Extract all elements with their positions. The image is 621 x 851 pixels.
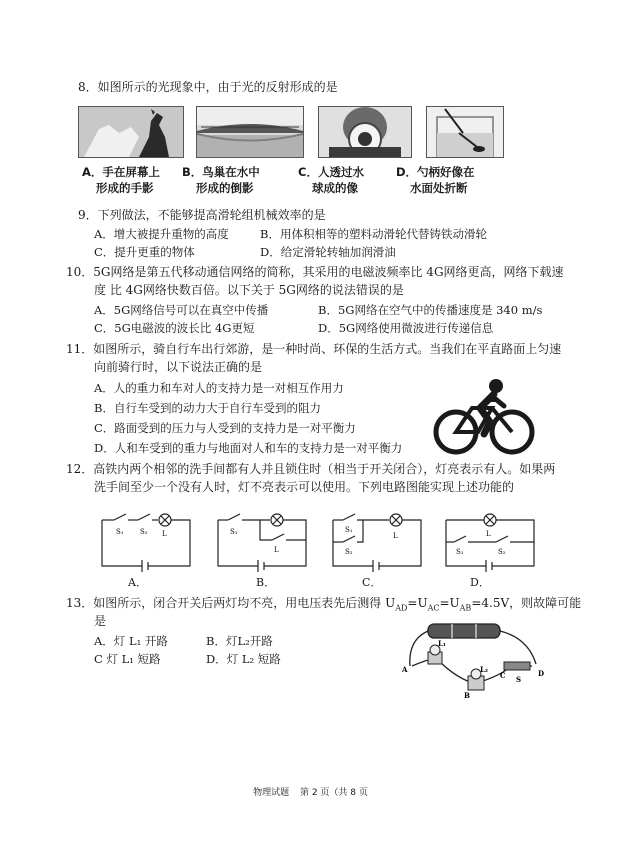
svg-text:S₂: S₂	[345, 548, 353, 556]
q8-image-hand-shadow	[78, 106, 184, 158]
q8-caption-d	[396, 164, 475, 196]
q8-caption-a-line1: A．手在屏幕上	[82, 165, 160, 179]
svg-text:S₂: S₂	[140, 528, 148, 536]
q8-image-water-ball	[318, 106, 412, 158]
q13-label-l1: L₁	[438, 639, 446, 648]
q12-stem-line1: 12．高铁内两个相邻的洗手间都有人并且锁住时（相当于开关闭合），灯亮表示有人。如果两	[66, 462, 556, 476]
circuit-diagram-b	[212, 510, 312, 572]
q13-circuit-diagram	[398, 620, 548, 700]
cyclist-icon	[432, 378, 536, 456]
q13-option-c: C 灯 L₁ 短路	[94, 652, 161, 666]
q8-image-birds-nest	[196, 106, 304, 158]
q13-stem-line2: 是	[94, 614, 107, 628]
q8-caption-c-line1: C．人透过水	[298, 165, 364, 179]
q9-option-d: D．给定滑轮转轴加润滑油	[260, 245, 396, 259]
birds-nest-picture	[197, 107, 303, 157]
q13-stem-line1	[66, 596, 581, 615]
footer-subject: 物理试题	[253, 788, 290, 798]
q10-option-d: D．5G网络使用微波进行传递信息	[318, 321, 494, 335]
q13-sub-ab: AB	[459, 603, 472, 613]
q8-caption-a	[82, 164, 160, 196]
q8-stem: 8．如图所示的光现象中，由于光的反射形成的是	[78, 80, 338, 94]
q10-stem-line2: 度 比 4G网络快数百倍。以下关于 5G网络的说法错误的是	[94, 283, 404, 297]
q10-option-c: C．5G电磁波的波长比 4G更短	[94, 321, 255, 335]
footer-page-number: 第 2 页（共 8 页	[299, 788, 368, 798]
q10-stem-line1: 10．5G网络是第五代移动通信网络的简称，其采用的电磁波频率比 4G网络更高，网络下载速	[66, 265, 564, 279]
q11-option-a: A．人的重力和车对人的支持力是一对相互作用力	[94, 381, 344, 395]
q13-eq2: =U	[439, 596, 460, 610]
circuit-diagram-d	[440, 510, 540, 572]
q11-option-b: B．自行车受到的动力大于自行车受到的阻力	[94, 401, 321, 415]
page-footer	[0, 785, 621, 798]
q12-label-d: D．	[470, 576, 490, 589]
circuit-diagram-a	[96, 510, 196, 572]
q8-caption-c	[298, 164, 364, 196]
q13-option-a: A．灯 L₁ 开路	[94, 634, 168, 648]
q12-label-c: C．	[362, 576, 382, 589]
q13-eq1: =U	[407, 596, 428, 610]
svg-text:S₁: S₁	[345, 526, 353, 534]
q13-stem-tail: =4.5V，则故障可能	[471, 596, 582, 610]
q10-option-a: A．5G网络信号可以在真空中传播	[94, 303, 269, 317]
water-ball-picture	[319, 107, 411, 157]
svg-text:S₁: S₁	[456, 548, 464, 556]
q13-label-b: B	[464, 691, 470, 700]
q8-caption-c-line2: 球成的像	[312, 181, 358, 195]
q13-label-a: A	[402, 665, 408, 674]
q13-option-d: D．灯 L₂ 短路	[206, 652, 281, 666]
svg-text:L: L	[393, 532, 398, 540]
q11-stem-line2: 向前骑行时，以下说法正确的是	[94, 360, 263, 374]
hand-shadow-picture	[79, 107, 183, 157]
spoon-in-glass-picture	[427, 107, 503, 157]
q12-label-b: B．	[256, 576, 276, 589]
svg-text:L: L	[274, 546, 279, 554]
q8-caption-d-line2: 水面处折断	[410, 181, 468, 195]
svg-text:L: L	[486, 530, 491, 538]
q13-sub-ac: AC	[427, 603, 440, 613]
q13-option-b: B．灯L₂开路	[206, 634, 273, 648]
q13-label-d: D	[538, 669, 545, 678]
q13-label-s: S	[516, 675, 522, 684]
svg-text:S₁: S₁	[230, 528, 238, 536]
circuit-diagram-c	[327, 510, 427, 572]
q10-option-b: B．5G网络在空气中的传播速度是 340 m/s	[318, 303, 543, 317]
q8-image-spoon	[426, 106, 504, 158]
q12-stem-line2: 洗手间至少一个没有人时，灯不亮表示可以使用。下列电路图能实现上述功能的	[94, 480, 515, 494]
svg-text:S₂: S₂	[498, 548, 506, 556]
q13-sub-ad: AD	[395, 603, 408, 613]
q9-stem: 9．下列做法，不能够提高滑轮组机械效率的是	[78, 208, 326, 222]
q8-caption-d-line1: D．勺柄好像在	[396, 165, 475, 179]
q11-option-d: D．人和车受到的重力与地面对人和车的支持力是一对平衡力	[94, 441, 403, 455]
q9-option-b: B．用体积相等的塑料动滑轮代替铸铁动滑轮	[260, 227, 487, 241]
q11-option-c: C．路面受到的压力与人受到的支持力是一对平衡力	[94, 421, 356, 435]
q12-label-a: A．	[128, 576, 147, 589]
q8-caption-b-line2: 形成的倒影	[196, 181, 254, 195]
svg-text:S₁: S₁	[116, 528, 124, 536]
q13-stem-text: 13．如图所示，闭合开关后两灯均不亮，用电压表先后测得 U	[66, 596, 396, 610]
q9-option-a: A．增大被提升重物的高度	[94, 227, 229, 241]
q8-caption-a-line2: 形成的手影	[96, 181, 154, 195]
q9-option-c: C．提升更重的物体	[94, 245, 195, 259]
q8-caption-b	[182, 164, 260, 196]
q8-caption-b-line1: B．鸟巢在水中	[182, 165, 260, 179]
svg-text:L: L	[162, 530, 167, 538]
q13-label-c: C	[500, 671, 506, 680]
q11-stem-line1: 11．如图所示，骑自行车出行郊游，是一种时尚、环保的生活方式。当我们在平直路面上匀速	[66, 342, 562, 356]
q13-label-l2: L₂	[480, 665, 488, 674]
